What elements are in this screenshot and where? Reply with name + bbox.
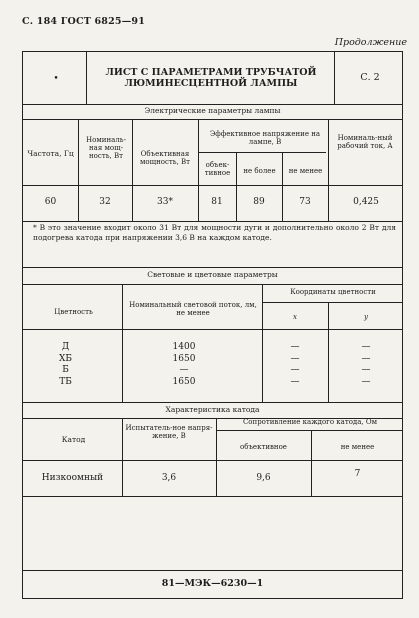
rule xyxy=(216,430,402,431)
cell-x: — xyxy=(290,342,300,352)
rule xyxy=(23,329,402,330)
cell-y: — xyxy=(361,342,371,352)
list-item xyxy=(159,342,209,388)
sheet-dot: • xyxy=(53,74,59,84)
col-objective: объективное xyxy=(240,443,287,451)
list-item xyxy=(270,342,320,388)
cell-color: ХБ xyxy=(58,353,73,364)
footnote: * В это значение входит около 31 Вт для мощности дуги и дополнительно около 2 Вт для подогрева катода при напряжении 3,6 В на каждом катоде. xyxy=(33,223,396,243)
divider xyxy=(122,284,123,402)
cell-flux: — xyxy=(179,365,189,375)
cell-nominal-power: 32 xyxy=(99,197,111,207)
cell-objective: 9,6 xyxy=(256,473,271,483)
rule xyxy=(23,460,402,461)
list-item xyxy=(341,342,391,388)
divider xyxy=(86,52,87,104)
rule xyxy=(23,104,402,105)
col-cathode: Катод xyxy=(61,435,86,444)
divider xyxy=(236,152,237,221)
cell-color: Д xyxy=(61,342,70,352)
cell-min: 73 xyxy=(299,197,311,207)
col-flux: Номинальный световой поток, лм, не менее xyxy=(129,301,257,318)
cell-objective-power: 33* xyxy=(157,197,173,207)
page-header: С. 184 ГОСТ 6825—91 xyxy=(22,16,146,27)
cell-objective: 81 xyxy=(211,197,223,207)
col-nominal-power: Номиналь-ная мощ-ность, Вт xyxy=(86,136,126,161)
divider xyxy=(334,52,335,104)
rule xyxy=(198,152,326,153)
rule xyxy=(23,185,402,186)
cell-min: 7 xyxy=(354,469,361,479)
footer-code: 81—МЭК—6230—1 xyxy=(161,578,264,589)
cell-color: Б xyxy=(62,365,69,375)
rule xyxy=(23,119,402,120)
rule xyxy=(23,267,402,268)
divider xyxy=(311,430,312,496)
sheet-page: С. 2 xyxy=(360,72,380,83)
parameter-sheet xyxy=(22,51,403,599)
col-y: y xyxy=(364,313,368,321)
rule xyxy=(23,570,402,571)
col-objective: объек-тивное xyxy=(204,161,231,178)
rule xyxy=(23,284,402,285)
cell-x: — xyxy=(290,376,300,387)
col-objective-power: Объективная мощность, Вт xyxy=(139,150,191,167)
cell-y: — xyxy=(361,365,371,375)
cell-test-voltage: 3,6 xyxy=(161,473,177,483)
cell-max: 89 xyxy=(253,197,265,207)
col-min: не менее xyxy=(288,167,323,175)
cell-color: ТБ xyxy=(59,376,72,387)
cell-flux: 1650 xyxy=(172,376,196,387)
col-current: Номиналь-ный рабочий ток, А xyxy=(337,134,393,151)
cell-y: — xyxy=(361,353,371,364)
divider xyxy=(282,152,283,221)
cell-x: — xyxy=(290,353,300,364)
rule xyxy=(262,302,402,303)
color-title: Световые и цветовые параметры xyxy=(147,270,278,279)
cell-x: — xyxy=(290,365,300,375)
col-coords: Координаты цветности xyxy=(290,288,376,296)
divider xyxy=(122,418,123,496)
rule xyxy=(23,221,402,222)
col-color: Цветность xyxy=(54,308,93,316)
rule xyxy=(23,402,402,403)
electrical-title: Электрические параметры лампы xyxy=(144,106,281,115)
cell-flux: 1650 xyxy=(172,353,196,364)
col-resistance: Сопротивление каждого катода, Ом xyxy=(242,418,378,426)
sheet-title: ЛИСТ С ПАРАМЕТРАМИ ТРУБЧАТОЙ ЛЮМИНЕСЦЕНТНОЙ ЛАМПЫ xyxy=(105,67,317,89)
col-test-voltage: Испытатель-ное напря-жение, В xyxy=(125,424,213,441)
cell-current: 0,425 xyxy=(353,197,379,207)
col-max: не более xyxy=(243,167,276,175)
cathode-title: Характеристика катода xyxy=(165,405,260,414)
col-x: x xyxy=(293,313,297,321)
cell-freq: 60 xyxy=(44,197,57,207)
col-min: не менее xyxy=(340,443,375,451)
cell-y: — xyxy=(361,376,371,387)
continuation-label: Продолжение xyxy=(334,37,407,48)
list-item xyxy=(53,342,78,388)
rule xyxy=(23,496,402,497)
col-voltage-group: Эффективное напряжение на лампе, В xyxy=(209,130,321,147)
cell-flux: 1400 xyxy=(172,342,196,352)
cell-cathode: Низкоомный xyxy=(41,473,104,483)
col-freq: Частота, Гц xyxy=(27,149,74,158)
